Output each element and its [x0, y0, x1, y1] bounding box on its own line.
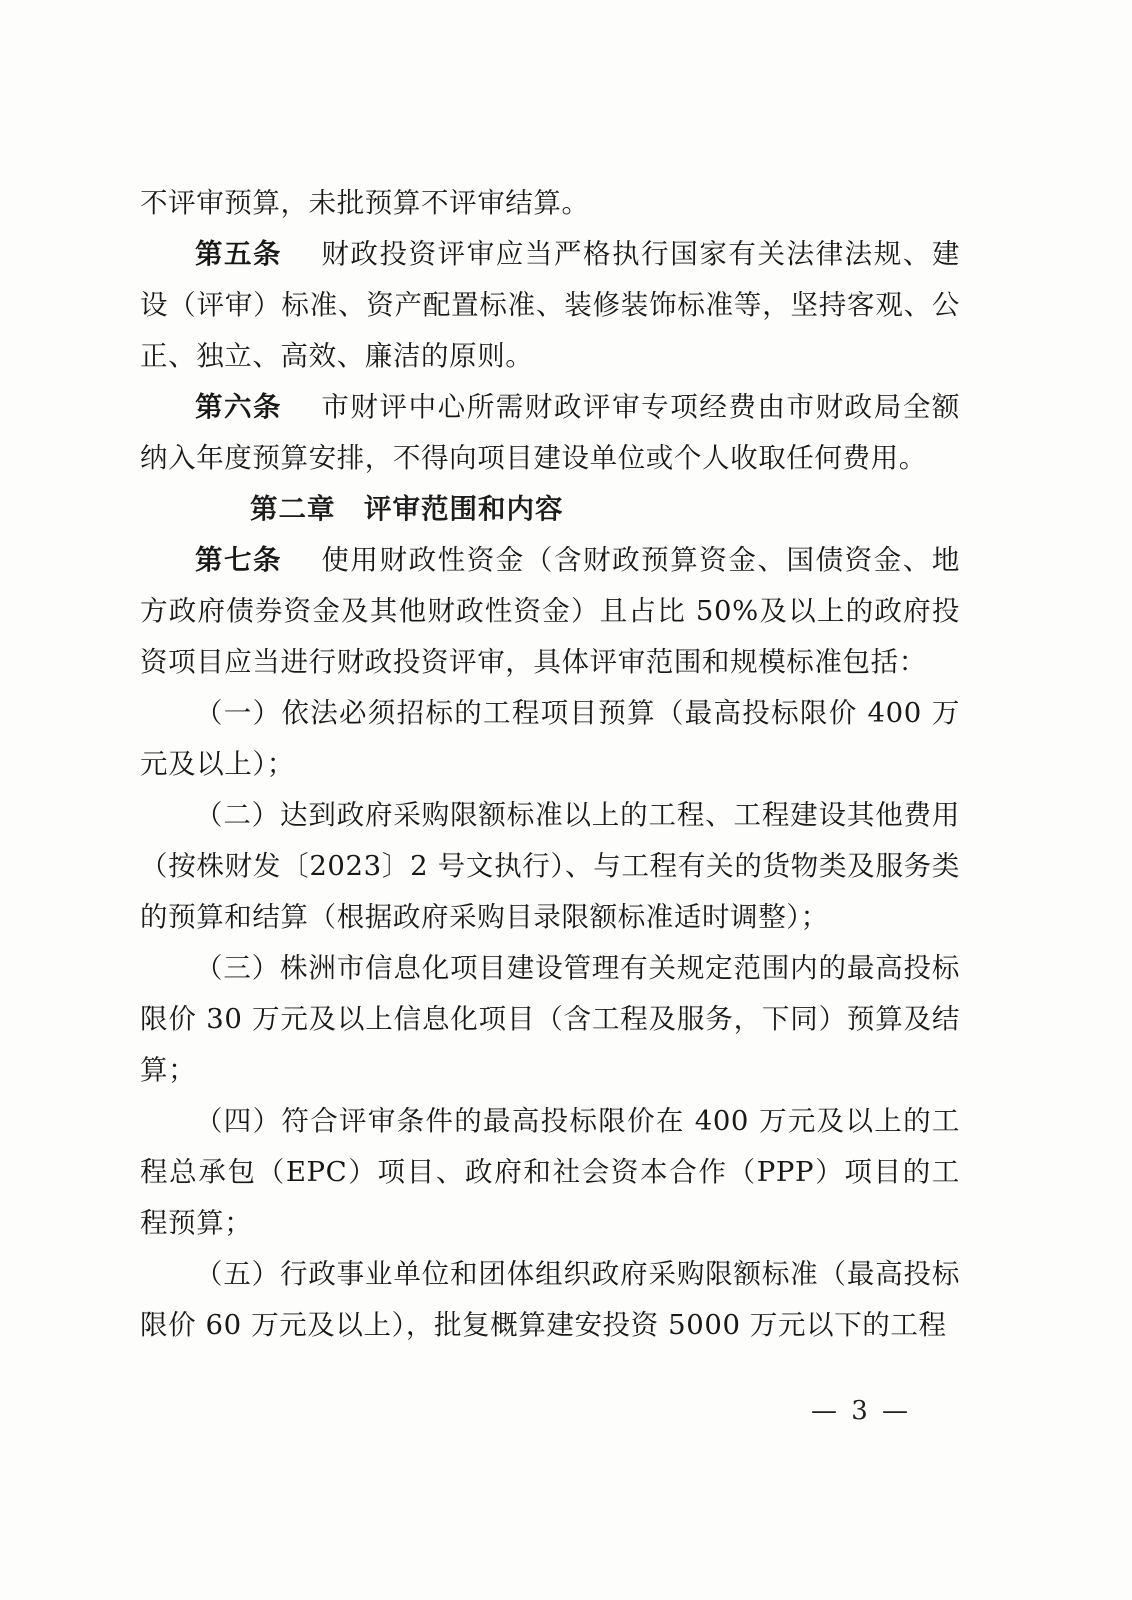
document-body: [140, 178, 960, 1351]
article-six-term: 第六条: [195, 391, 282, 423]
article-seven-item-1: （一）依法必须招标的工程项目预算（最高投标限价 400 万元及以上）；: [140, 697, 960, 780]
article-seven-term: 第七条: [195, 544, 282, 576]
article-six-text: 市财评中心所需财政评审专项经费由市财政局全额纳入年度预算安排，不得向项目建设单位或个人收取任何费用。: [140, 391, 961, 474]
article-five-term: 第五条: [195, 238, 282, 270]
article-seven-item-3: （三）株洲市信息化项目建设管理有关规定范围内的最高投标限价 30 万元及以上信息化项目（含工程及服务，下同）预算及结算；: [140, 952, 960, 1086]
paragraph-text: 不评审预算，未批预算不评审结算。: [140, 187, 590, 219]
article-seven: [140, 535, 960, 688]
paragraph-continuation: [140, 178, 960, 229]
article-seven-item-5: （五）行政事业单位和团体组织政府采购限额标准（最高投标限价 60 万元及以上），批复概算建安投资 5000 万元以下的工程: [140, 1258, 960, 1341]
page-number: — 3 —: [810, 1396, 912, 1426]
chapter-two-heading: 第二章 评审范围和内容: [250, 493, 564, 525]
article-five: [140, 229, 960, 382]
article-seven-item-4: （四）符合评审条件的最高投标限价在 400 万元及以上的工程总承包（EPC）项目、政府和社会资本合作（PPP）项目的工程预算；: [140, 1105, 960, 1239]
article-five-text: 财政投资评审应当严格执行国家有关法律法规、建设（评审）标准、资产配置标准、装修装饰标准等，坚持客观、公正、独立、高效、廉洁的原则。: [140, 238, 961, 372]
article-seven-item-2: （二）达到政府采购限额标准以上的工程、工程建设其他费用（按株财发〔2023〕2 号文执行）、与工程有关的货物类及服务类的预算和结算（根据政府采购目录限额标准适时调整）；: [140, 799, 960, 933]
article-seven-text: 使用财政性资金（含财政预算资金、国债资金、地方政府债券资金及其他财政性资金）且占比 50%及以上的政府投资项目应当进行财政投资评审，具体评审范围和规模标准包括：: [140, 544, 961, 678]
article-six: [140, 382, 960, 484]
page-footer: [0, 1396, 1132, 1426]
